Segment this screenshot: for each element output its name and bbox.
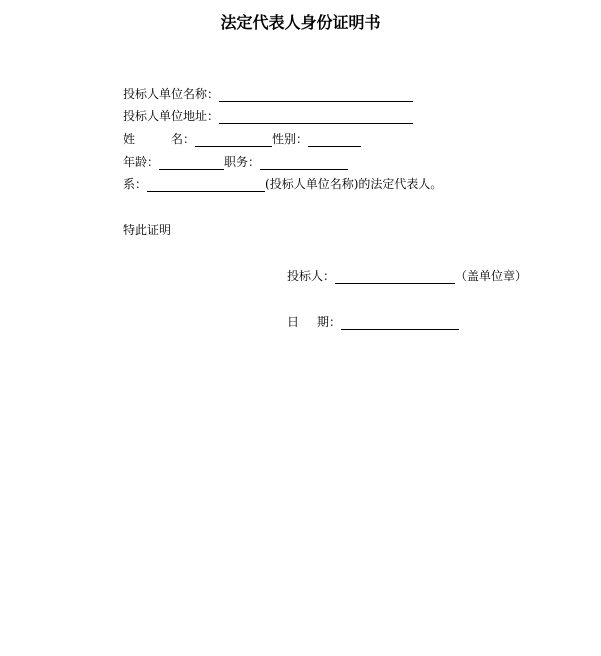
relation-suffix: (投标人单位名称)的法定代表人。 — [265, 177, 443, 191]
date-row — [287, 314, 459, 330]
name-label-second-part: 名： — [171, 132, 196, 146]
gender-field[interactable] — [308, 132, 361, 147]
age-label: 年龄： — [123, 155, 160, 169]
bidder-name-field[interactable] — [219, 87, 413, 102]
age-field[interactable] — [159, 155, 224, 170]
certify-text: 特此证明 — [123, 223, 172, 237]
bidder-name-row — [123, 86, 413, 102]
position-label: 职务： — [224, 155, 261, 169]
bidder-address-field[interactable] — [219, 109, 413, 124]
seal-note: （盖单位章） — [455, 269, 528, 283]
name-label-first-char: 姓 — [123, 132, 136, 146]
date-label-first-char: 日 — [287, 315, 300, 329]
relation-label: 系： — [123, 177, 148, 191]
bidder-name-label: 投标人单位名称： — [123, 87, 220, 101]
position-field[interactable] — [260, 155, 348, 170]
certify-row — [123, 222, 171, 238]
relation-row — [123, 176, 442, 192]
name-gender-row — [123, 131, 361, 147]
bidder-address-row — [123, 108, 413, 124]
bidder-signature-row — [287, 268, 527, 284]
gender-label: 性别： — [272, 132, 309, 146]
bidder-signature-label: 投标人： — [287, 269, 336, 283]
date-label-second-part: 期： — [317, 315, 342, 329]
bidder-signature-field[interactable] — [335, 269, 455, 284]
document-title: 法定代表人身份证明书 — [220, 13, 381, 32]
relation-field[interactable] — [147, 177, 265, 192]
date-field[interactable] — [341, 315, 459, 330]
age-position-row — [123, 154, 348, 170]
name-field[interactable] — [195, 132, 272, 147]
bidder-address-label: 投标人单位地址： — [123, 109, 220, 123]
